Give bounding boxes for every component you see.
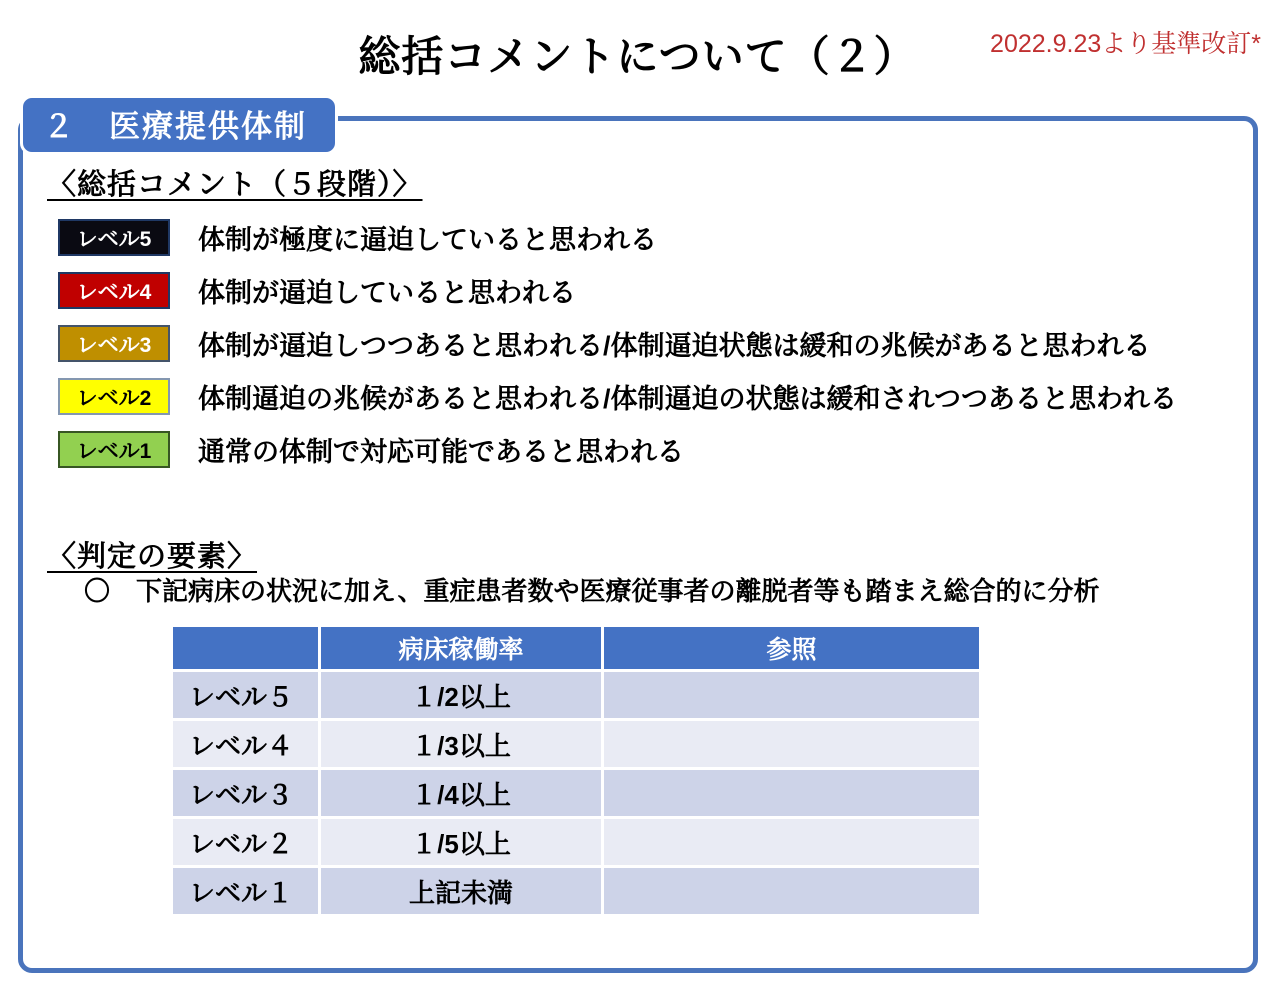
criteria-heading: 〈判定の要素〉 xyxy=(47,541,258,573)
row-label-cell: レベル１ xyxy=(173,868,318,914)
occupancy-cell: 上記未満 xyxy=(321,868,601,914)
summary-comment-heading: 〈総括コメント（５段階）〉 xyxy=(47,169,423,201)
table-row-level-4 xyxy=(173,721,979,767)
header-cell-empty xyxy=(173,627,318,669)
row-label-cell: レベル４ xyxy=(173,721,318,767)
level-5-description: 体制が極度に逼迫していると思われる xyxy=(198,225,657,255)
criteria-table xyxy=(170,624,982,917)
header-cell-reference: 参照 xyxy=(604,627,979,669)
table-row-level-3 xyxy=(173,770,979,816)
level-3-row xyxy=(58,325,1177,362)
level-4-badge: レベル4 xyxy=(58,272,170,309)
level-1-description: 通常の体制で対応可能であると思われる xyxy=(198,437,684,467)
occupancy-cell: １/3以上 xyxy=(321,721,601,767)
level-1-badge: レベル1 xyxy=(58,431,170,468)
reference-cell xyxy=(604,770,979,816)
revision-note: 2022.9.23より基準改訂* xyxy=(990,30,1261,58)
row-label-cell: レベル５ xyxy=(173,672,318,718)
reference-cell xyxy=(604,868,979,914)
header-cell-occupancy: 病床稼働率 xyxy=(321,627,601,669)
page-title: 総括コメントについて（２） xyxy=(358,33,917,80)
reference-cell xyxy=(604,672,979,718)
level-2-row xyxy=(58,378,1177,415)
reference-cell xyxy=(604,819,979,865)
level-3-description: 体制が逼迫しつつあると思われる/体制逼迫状態は緩和の兆候があると思われる xyxy=(198,331,1151,361)
level-2-badge: レベル2 xyxy=(58,378,170,415)
reference-cell xyxy=(604,721,979,767)
table-header-row xyxy=(173,627,979,669)
level-4-description: 体制が逼迫していると思われる xyxy=(198,278,576,308)
occupancy-cell: １/4以上 xyxy=(321,770,601,816)
level-5-badge: レベル5 xyxy=(58,219,170,256)
row-label-cell: レベル３ xyxy=(173,770,318,816)
level-2-description: 体制逼迫の兆候があると思われる/体制逼迫の状態は緩和されつつあると思われる xyxy=(198,384,1177,414)
table-row-level-5 xyxy=(173,672,979,718)
level-4-row xyxy=(58,272,1177,309)
level-list xyxy=(58,219,1177,468)
occupancy-cell: １/5以上 xyxy=(321,819,601,865)
table-row-level-1 xyxy=(173,868,979,914)
row-label-cell: レベル２ xyxy=(173,819,318,865)
criteria-bullet-text: 〇 下記病床の状況に加え、重症患者数や医療従事者の離脱者等も踏まえ総合的に分析 xyxy=(84,576,1100,606)
occupancy-cell: １/2以上 xyxy=(321,672,601,718)
level-1-row xyxy=(58,431,1177,468)
table-row-level-2 xyxy=(173,819,979,865)
level-3-badge: レベル3 xyxy=(58,325,170,362)
section-badge: ２ 医療提供体制 xyxy=(20,95,338,155)
level-5-row xyxy=(58,219,1177,256)
